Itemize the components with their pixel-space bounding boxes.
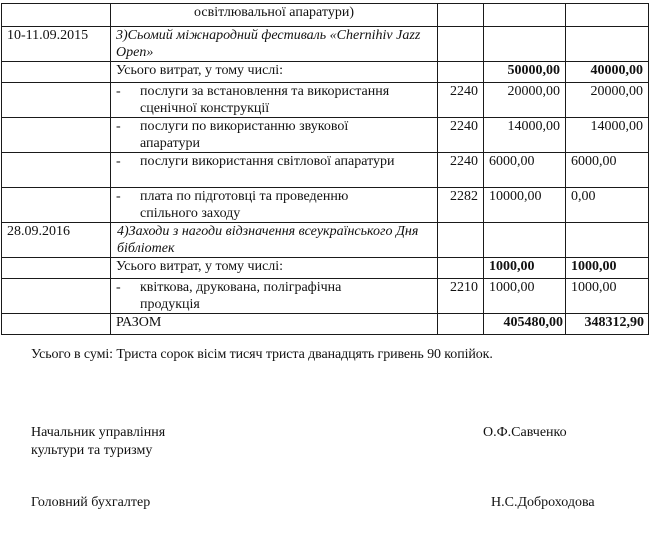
fact-total-cell: 348312,90	[566, 314, 649, 335]
fact-cell	[566, 223, 649, 258]
plan-cell	[484, 27, 566, 62]
code-cell: 2210	[438, 279, 484, 314]
signature-title-line: культури та туризму	[31, 443, 153, 458]
code-cell	[438, 223, 484, 258]
signature-name-head: О.Ф.Савченко	[483, 425, 567, 440]
item-name-cell	[111, 118, 438, 153]
item-name: квіткова, друкована, поліграфічна продукція	[140, 280, 342, 312]
item-name: послуги використання світлової апаратури	[140, 154, 395, 169]
list-dash: -	[116, 280, 121, 295]
total-label: РАЗОМ	[111, 314, 438, 335]
plan-cell: 1000,00	[484, 279, 566, 314]
table-row-event	[2, 27, 649, 62]
signature-title-accountant: Головний бухгалтер	[31, 495, 151, 510]
code-cell	[438, 62, 484, 83]
expense-table	[1, 3, 649, 335]
plan-total-cell: 405480,00	[484, 314, 566, 335]
code-cell	[438, 258, 484, 279]
list-dash: -	[116, 84, 121, 99]
item-name-cell	[111, 188, 438, 223]
code-cell	[438, 314, 484, 335]
date-cell	[2, 258, 111, 279]
date-cell: 28.09.2016	[2, 223, 111, 258]
date-cell: 10-11.09.2015	[2, 27, 111, 62]
table-row-item	[2, 279, 649, 314]
fact-cell: 40000,00	[566, 62, 649, 83]
fact-cell	[566, 4, 649, 27]
event-name-cell: 4)Заходи з нагоди відзначення всеукраїнського Дня бібліотек	[111, 223, 438, 258]
fact-cell: 1000,00	[566, 258, 649, 279]
table-row-item	[2, 83, 649, 118]
item-name: послуги за встановлення та використання сценічної конструкції	[140, 84, 390, 116]
plan-cell: 50000,00	[484, 62, 566, 83]
table-row-item	[2, 188, 649, 223]
subtotal-label: Усього витрат, у тому числі:	[111, 62, 438, 83]
date-cell	[2, 62, 111, 83]
plan-cell: 10000,00	[484, 188, 566, 223]
table-row-total	[2, 314, 649, 335]
fact-cell	[566, 27, 649, 62]
item-name: послуги по використанню звукової апаратури	[140, 119, 349, 151]
table-row-event	[2, 223, 649, 258]
list-dash: -	[116, 119, 121, 134]
plan-cell: 1000,00	[484, 258, 566, 279]
plan-cell: 14000,00	[484, 118, 566, 153]
fact-cell: 1000,00	[566, 279, 649, 314]
signature-title-head	[31, 424, 165, 460]
table-row-item	[2, 153, 649, 188]
plan-cell	[484, 223, 566, 258]
fact-cell: 0,00	[566, 188, 649, 223]
signature-name-accountant: Н.С.Доброходова	[491, 495, 595, 510]
subtotal-label: Усього витрат, у тому числі:	[111, 258, 438, 279]
name-cell: освітлювальної апаратури)	[111, 4, 438, 27]
code-cell: 2240	[438, 118, 484, 153]
signature-title-line: Начальник управління	[31, 425, 166, 440]
code-cell	[438, 4, 484, 27]
date-cell	[2, 314, 111, 335]
table-row-subtotal	[2, 62, 649, 83]
list-dash: -	[116, 189, 121, 204]
item-name-cell	[111, 83, 438, 118]
event-name-cell: 3)Сьомий міжнародний фестиваль «Chernihiv Jazz Open»	[111, 27, 438, 62]
fact-cell: 6000,00	[566, 153, 649, 188]
code-cell: 2240	[438, 83, 484, 118]
date-cell	[2, 83, 111, 118]
sum-in-words: Усього в сумі: Триста сорок вісім тисяч триста дванадцять гривень 90 копійок.	[31, 347, 493, 362]
date-cell	[2, 4, 111, 27]
plan-cell: 20000,00	[484, 83, 566, 118]
item-name-cell	[111, 153, 438, 188]
table-row-subtotal	[2, 258, 649, 279]
plan-cell	[484, 4, 566, 27]
item-name: плата по підготовці та проведенню спільного заходу	[140, 189, 349, 221]
table-row-continuation	[2, 4, 649, 27]
fact-cell: 14000,00	[566, 118, 649, 153]
date-cell	[2, 118, 111, 153]
list-dash: -	[116, 154, 121, 169]
code-cell: 2240	[438, 153, 484, 188]
date-cell	[2, 153, 111, 188]
code-cell	[438, 27, 484, 62]
date-cell	[2, 279, 111, 314]
item-name-cell	[111, 279, 438, 314]
fact-cell: 20000,00	[566, 83, 649, 118]
table-row-item	[2, 118, 649, 153]
code-cell: 2282	[438, 188, 484, 223]
plan-cell: 6000,00	[484, 153, 566, 188]
date-cell	[2, 188, 111, 223]
